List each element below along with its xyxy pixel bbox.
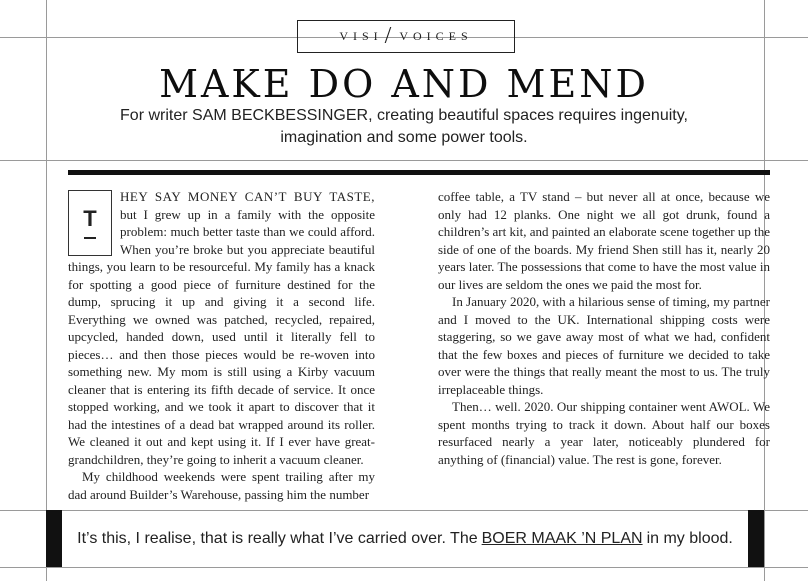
quote-after: in my blood. — [646, 529, 733, 547]
guide-line — [0, 160, 808, 161]
subsection-label: VOICES — [399, 29, 473, 43]
paragraph: My childhood weekends were spent trailing after my dad around Builder’s Warehouse, passing him the number — [68, 469, 375, 502]
article-column-right — [438, 188, 770, 468]
paragraph: Then… well. 2020. Our shipping container went AWOL. We spent months trying to track it down. About half our boxes resurfaced nearly a year later, noticeably plundered for anything of (financial) value. The rest is gone, forever. — [438, 399, 770, 467]
quote-highlight: BOER MAAK ’N PLAN — [481, 529, 643, 547]
slash-divider: / — [384, 23, 392, 49]
page-title: MAKE DO AND MEND — [159, 62, 649, 106]
dropcap-letter: T — [83, 206, 97, 231]
section-label: VISI — [339, 29, 383, 43]
subtitle: For writer SAM BECKBESSINGER, creating beautiful spaces requires ingenuity, imagination and some power tools. — [120, 107, 688, 146]
paragraph: coffee table, a TV stand – but never all at once, because we only had 12 planks. One night we all got drunk, found a children’s art kit, and painted an elaborate scene together up the side of one of the boards. My friend Shen still has it, nearly 20 years later. The possessions that come to have the most value in our lives are seldom the ones we paid the most for. — [438, 189, 770, 292]
paragraph: In January 2020, with a hilarious sense of timing, my partner and I moved to the UK. International shipping costs were staggering, so we gave away most of what we had, confident that the few boxes and pieces of furniture we decided to take over were the things that really meant the most to us. The truly irreplaceable things. — [438, 294, 770, 397]
quote-before: It’s this, I realise, that is really what I’ve carried over. The — [77, 529, 478, 547]
quote-bar-left — [46, 510, 62, 567]
article-column-left — [68, 188, 375, 503]
section-header — [297, 20, 515, 53]
dropcap-bar — [84, 237, 96, 239]
pull-quote — [46, 510, 764, 567]
lead-caps: HEY SAY MONEY CAN’T BUY TASTE, — [120, 189, 375, 204]
quote-bar-right — [748, 510, 764, 567]
dropcap — [68, 190, 112, 256]
paragraph — [68, 188, 375, 468]
pull-quote-text — [62, 510, 748, 567]
paragraph-text: but I grew up in a family with the opposite problem: much better taste than we could afford. When you’re broke but you appreciate beautiful things, you learn to be resourceful. My family has a knack for spotting a good piece of furniture destined for the dump, sprucing it up and giving it a second life. Everything we owned was patched, recycled, repaired, upcycled, handed down, used until it literally fell to pieces… and then those pieces would be re-woven into something new. My mom is still using a Kirby vacuum cleaner that is entering its fifth decade of service. It once stopped working, and we took it apart to discover that it had the intestines of a dead bat wrapped around its roller. We cleaned it out and kept using it. If I ever have great-grandchildren, they’re going to inherit a vacuum cleaner. — [68, 206, 375, 467]
heavy-rule — [68, 170, 770, 175]
guide-line — [0, 567, 808, 568]
